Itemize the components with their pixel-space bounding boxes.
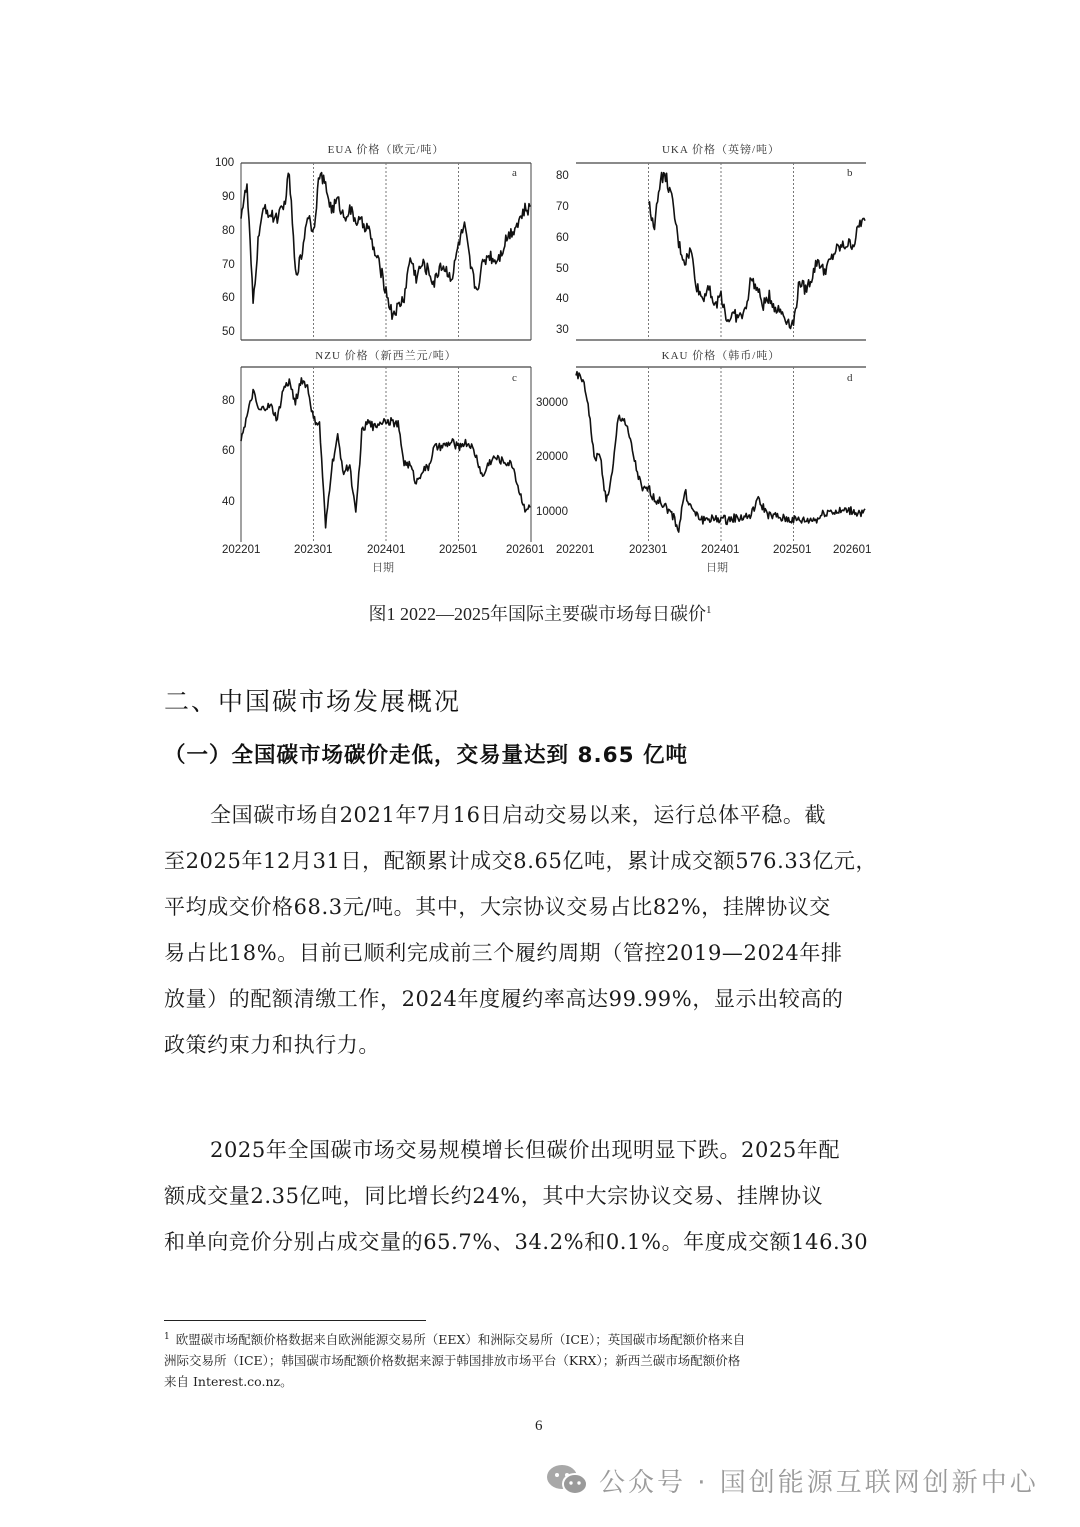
chart-c-ytick: 60 xyxy=(222,445,235,457)
chart-d-xtick: 202501 xyxy=(773,544,812,556)
footnote-line: 洲际交易所（ICE）；韩国碳市场配额价格数据来源于韩国排放市场平台（KRX）；新西兰碳市场配额价格 xyxy=(164,1353,741,1369)
para-line: 额成交量2.35亿吨，同比增长约24%，其中大宗协议交易、挂牌协议 xyxy=(164,1184,824,1208)
chart-c-plot xyxy=(241,367,531,542)
footnote-mark: 1 xyxy=(164,1332,170,1342)
section-heading: 二、中国碳市场发展概况 xyxy=(164,687,462,716)
chart-c-xtick: 202201 xyxy=(222,544,261,556)
page-number: 6 xyxy=(535,1418,543,1434)
chart-b-ytick: 80 xyxy=(556,170,569,182)
footnote-text: 欧盟碳市场配额价格数据来自欧洲能源交易所（EEX）和洲际交易所（ICE）；英国碳市场配额价格来自 xyxy=(175,1332,746,1348)
chart-a-title: EUA 价格（欧元/吨） xyxy=(327,144,445,156)
chart-b-ytick: 40 xyxy=(556,293,569,305)
chart-a-plot xyxy=(241,163,531,340)
chart-a-ytick: 100 xyxy=(215,157,235,169)
chart-d-xtick: 202401 xyxy=(701,544,740,556)
para-line: 放量）的配额清缴工作，2024年度履约率高达99.99%，显示出较高的 xyxy=(164,987,844,1011)
footnote-line xyxy=(164,1327,924,1350)
chart-b-ytick: 50 xyxy=(556,263,569,275)
chart-d-xtick: 202601 xyxy=(833,544,872,556)
chart-a-ytick: 60 xyxy=(222,292,235,304)
chart-c-xlabel: 日期 xyxy=(372,561,394,574)
chart-c-ytick: 40 xyxy=(222,496,235,508)
chart-b-ytick: 60 xyxy=(556,232,569,244)
chart-c-xtick: 202501 xyxy=(439,544,478,556)
chart-d-panel-letter: d xyxy=(847,372,853,384)
subsection-heading: （一）全国碳市场碳价走低，交易量达到 8.65 亿吨 xyxy=(164,743,689,768)
chart-c-title: NZU 价格（新西兰元/吨） xyxy=(315,350,457,362)
para-line: 至2025年12月31日，配额累计成交8.65亿吨，累计成交额576.33亿元， xyxy=(164,849,878,873)
para-line: 和单向竞价分别占成交量的65.7%、34.2%和0.1%。年度成交额146.30 xyxy=(164,1230,869,1254)
chart-d-ytick: 10000 xyxy=(536,506,568,518)
chart-a-ytick: 90 xyxy=(222,191,235,203)
body-paragraph-2 xyxy=(164,1127,916,1265)
chart-b-panel-letter: b xyxy=(847,167,853,179)
chart-b-plot xyxy=(576,163,866,340)
chart-b-title: UKA 价格（英镑/吨） xyxy=(661,144,781,156)
watermark-text: 公众号 · 国创能源互联网创新中心 xyxy=(599,1467,1039,1498)
body-paragraph-1 xyxy=(164,792,916,1068)
figure-caption xyxy=(0,600,1080,626)
figure-panels xyxy=(0,0,1080,600)
chart-c-xtick: 202601 xyxy=(506,544,545,556)
chart-d-title: KAU 价格（韩币/吨） xyxy=(661,350,781,362)
chart-d-ytick: 20000 xyxy=(536,451,568,463)
chart-b-ytick: 70 xyxy=(556,201,569,213)
chart-a-ytick: 70 xyxy=(222,259,235,271)
chart-d-xlabel: 日期 xyxy=(706,561,728,574)
footnote-ref[interactable]: 1 xyxy=(706,604,712,616)
chart-a-ytick: 80 xyxy=(222,225,235,237)
chart-d-xtick: 202201 xyxy=(556,544,595,556)
chart-d-ytick: 30000 xyxy=(536,397,568,409)
chart-c-xtick: 202301 xyxy=(294,544,333,556)
footnote-divider xyxy=(164,1320,426,1321)
wechat-icon xyxy=(545,1462,591,1498)
chart-c-ytick: 80 xyxy=(222,395,235,407)
chart-d-xtick: 202301 xyxy=(629,544,668,556)
chart-c-panel-letter: c xyxy=(512,372,517,384)
figure-caption-text: 图1 2022—2025年国际主要碳市场每日碳价 xyxy=(368,604,706,624)
chart-d-plot xyxy=(576,367,866,542)
footnote xyxy=(164,1327,924,1392)
chart-a-ytick: 50 xyxy=(222,326,235,338)
chart-c-xtick: 202401 xyxy=(367,544,406,556)
chart-a-panel-letter: a xyxy=(512,167,517,179)
para-line: 易占比18%。目前已顺利完成前三个履约周期（管控2019—2024年排 xyxy=(164,941,843,965)
footnote-line: 来自 Interest.co.nz。 xyxy=(164,1374,293,1390)
chart-b-ytick: 30 xyxy=(556,324,569,336)
para-line: 2025年全国碳市场交易规模增长但碳价出现明显下跌。2025年配 xyxy=(210,1138,841,1162)
watermark xyxy=(545,1460,1039,1500)
para-line: 平均成交价格68.3元/吨。其中，大宗协议交易占比82%，挂牌协议交 xyxy=(164,895,831,919)
para-line: 全国碳市场自2021年7月16日启动交易以来，运行总体平稳。截 xyxy=(210,803,827,827)
para-line: 政策约束力和执行力。 xyxy=(164,1033,380,1057)
